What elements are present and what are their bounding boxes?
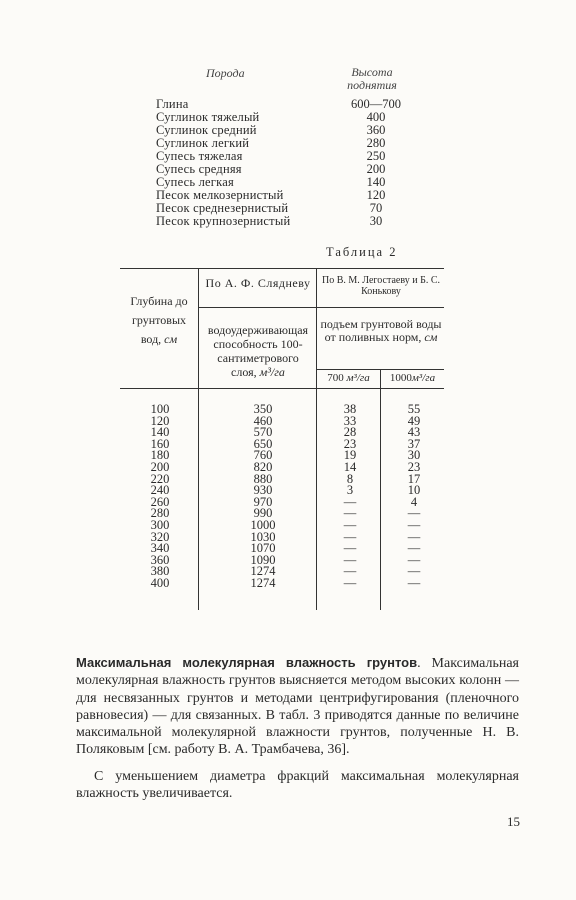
col-legostaev-unit: см bbox=[424, 330, 438, 344]
page-number: 15 bbox=[507, 814, 520, 829]
table2-depth-cell: 380 bbox=[150, 564, 170, 579]
table2-vline-1 bbox=[198, 268, 199, 610]
table2-700-cell: 33 bbox=[343, 413, 357, 428]
table2-depth-cell: 160 bbox=[150, 436, 170, 451]
table2-depth-cell: 220 bbox=[150, 471, 170, 486]
table2-1000-cell: 17 bbox=[407, 471, 421, 486]
table2-depth-cell: 100 bbox=[150, 402, 170, 416]
table1-rock: Глина bbox=[156, 97, 189, 111]
table1-rock: Супесь легкая bbox=[156, 175, 234, 189]
col-1000-unit: м³/га bbox=[411, 372, 436, 384]
table2-700-cell: 38 bbox=[343, 402, 357, 416]
col-depth-unit: см bbox=[164, 332, 178, 346]
table2-depth-cell: 360 bbox=[150, 552, 170, 567]
table2-700-cell: — bbox=[343, 494, 357, 509]
col-700-value: 700 bbox=[327, 372, 344, 384]
table2-col-slyadnev: По А. Ф. Слядневу bbox=[205, 276, 311, 290]
table2-700-cell: 19 bbox=[343, 448, 357, 463]
table2-slyadnev-cell: 650 bbox=[253, 436, 273, 451]
table2-slyadnev-cell: 970 bbox=[253, 494, 273, 509]
table2-slyadnev-cell: 760 bbox=[253, 448, 273, 463]
table2-top-rule bbox=[120, 268, 444, 269]
col-slyadnev-unit: м³/га bbox=[259, 365, 285, 379]
table2-slyadnev-cell: 1000 bbox=[250, 517, 276, 532]
table1-height: 280 bbox=[366, 136, 386, 150]
table1-rock: Суглинок легкий bbox=[156, 136, 250, 150]
table2-title: Таблица 2 bbox=[326, 245, 398, 259]
table2-1000-column bbox=[396, 404, 432, 590]
col-1000-value: 1000 bbox=[389, 372, 412, 384]
table1-height: 250 bbox=[366, 149, 386, 163]
table2-col-slyadnev-sub bbox=[204, 323, 312, 379]
table2-slyadnev-cell: 820 bbox=[253, 459, 273, 474]
table2-slyadnev-cell: 1030 bbox=[250, 529, 276, 544]
col-depth-label: Глубина до грунтовых вод, bbox=[130, 294, 188, 346]
table2 bbox=[120, 268, 444, 610]
table2-1000-cell: 43 bbox=[407, 425, 421, 440]
table2-slyadnev-cell: 1070 bbox=[250, 541, 276, 556]
table1-rock: Суглинок тяжелый bbox=[156, 110, 260, 124]
table1-height: 600—700 bbox=[351, 97, 401, 111]
table2-1000-cell: — bbox=[407, 529, 421, 544]
table1-height: 70 bbox=[369, 201, 383, 215]
paragraph-2: С уменьшением диаметра фракций максимальная молекулярная влажность увеличивается. bbox=[76, 769, 519, 802]
table2-700-cell: — bbox=[343, 517, 357, 532]
table2-slyadnev-cell: 1090 bbox=[250, 552, 276, 567]
table2-1000-cell: — bbox=[407, 564, 421, 579]
table1-rock: Песок среднезернистый bbox=[156, 201, 289, 215]
table2-1000-cell: 37 bbox=[407, 436, 421, 451]
table2-depth-cell: 300 bbox=[150, 517, 170, 532]
table2-slyadnev-cell: 1274 bbox=[250, 575, 276, 590]
table2-depth-cell: 320 bbox=[150, 529, 170, 544]
table2-depth-column bbox=[140, 404, 180, 590]
table2-700-cell: — bbox=[343, 552, 357, 567]
table1-row bbox=[156, 215, 416, 228]
table1-height: 200 bbox=[366, 162, 386, 176]
table1-height: 30 bbox=[369, 214, 383, 228]
table1-height: 120 bbox=[366, 188, 386, 202]
paragraph-1-text: . Максимальная молекулярная влажность грунтов выясняется методом высоких колонн — для несвязанных грунтов и методами центрифугирования (пленочного равновесия) — для связанных. В табл. 3 приводятся данные по величине максимальной молекулярной влажности грунтов, полученные Н. В. Поляковым [см. работу В. А. Трамбачева, 36]. bbox=[76, 656, 519, 758]
col-legostaev-sub-label: подъем грунтовой воды от поливных норм, bbox=[320, 317, 442, 344]
table2-700-cell: 8 bbox=[346, 471, 354, 486]
table1-rock: Суглинок средний bbox=[156, 123, 257, 137]
table2-700-cell: — bbox=[343, 529, 357, 544]
table2-header-rule bbox=[120, 388, 444, 389]
table2-700-cell: 3 bbox=[346, 483, 354, 498]
table2-slyadnev-cell: 880 bbox=[253, 471, 273, 486]
table1-header-height: Высота поднятия bbox=[347, 65, 397, 92]
table1-rock: Песок мелкозернистый bbox=[156, 188, 284, 202]
table2-700-column bbox=[332, 404, 368, 590]
table2-1000-cell: — bbox=[407, 517, 421, 532]
table2-slyadnev-cell: 570 bbox=[253, 425, 273, 440]
table1-height: 360 bbox=[366, 123, 386, 137]
table2-slyadnev-cell: 1274 bbox=[250, 564, 276, 579]
table2-700-cell: — bbox=[343, 564, 357, 579]
table2-col-1000 bbox=[381, 372, 444, 385]
table2-slyadnev-cell: 460 bbox=[253, 413, 273, 428]
table2-depth-cell: 200 bbox=[150, 459, 170, 474]
table2-depth-cell: 240 bbox=[150, 483, 170, 498]
table2-1000-cell: 55 bbox=[407, 402, 421, 416]
table2-slyadnev-cell: 930 bbox=[253, 483, 273, 498]
paragraph-heading: Максимальная молекулярная влажность грунтов bbox=[76, 655, 418, 670]
table2-hline-norms bbox=[317, 369, 444, 370]
table2-700-cell: — bbox=[343, 575, 357, 590]
col-slyadnev-sub-label: водоудерживающая способность 100-сантиметрового слоя, bbox=[207, 323, 309, 379]
table2-700-cell: 28 bbox=[343, 425, 357, 440]
table2-depth-cell: 400 bbox=[150, 575, 170, 590]
table2-1000-cell: 10 bbox=[407, 483, 421, 498]
table2-700-cell: 14 bbox=[343, 459, 357, 474]
table2-1000-cell: — bbox=[407, 506, 421, 521]
table2-col-depth bbox=[122, 292, 196, 349]
table2-depth-cell: 340 bbox=[150, 541, 170, 556]
table2-700-cell: — bbox=[343, 541, 357, 556]
table2-1000-cell: 4 bbox=[410, 494, 418, 509]
table2-depth-cell: 180 bbox=[150, 448, 170, 463]
table1-height: 140 bbox=[366, 175, 386, 189]
table1-rock: Песок крупнозернистый bbox=[156, 214, 291, 228]
table2-depth-cell: 120 bbox=[150, 413, 170, 428]
table1-rock: Супесь тяжелая bbox=[156, 149, 243, 163]
table2-depth-cell: 260 bbox=[150, 494, 170, 509]
paragraph-1 bbox=[76, 654, 519, 759]
table1-rock: Супесь средняя bbox=[156, 162, 242, 176]
table2-700-cell: — bbox=[343, 506, 357, 521]
table2-vline-2 bbox=[316, 268, 317, 610]
table2-col-legostaev-sub bbox=[319, 318, 443, 344]
table2-slyadnev-column bbox=[238, 404, 288, 590]
table2-hline-sub bbox=[199, 307, 444, 308]
table1-header-rock: Порода bbox=[206, 66, 245, 80]
table2-slyadnev-cell: 350 bbox=[253, 402, 273, 416]
table2-col-700 bbox=[317, 372, 380, 385]
col-700-unit: м³/га bbox=[346, 372, 370, 384]
table1-body bbox=[156, 98, 416, 228]
table2-1000-cell: — bbox=[407, 541, 421, 556]
table2-col-legostaev: По В. М. Легостаеву и Б. С. Конькову bbox=[322, 275, 440, 297]
table2-depth-cell: 140 bbox=[150, 425, 170, 440]
table2-1000-cell: — bbox=[407, 552, 421, 567]
table2-1000-cell: 49 bbox=[407, 413, 421, 428]
table1-height: 400 bbox=[366, 110, 386, 124]
table2-1000-cell: 23 bbox=[407, 459, 421, 474]
table2-vline-3 bbox=[380, 369, 381, 610]
table2-1000-cell: 30 bbox=[407, 448, 421, 463]
table2-slyadnev-cell: 990 bbox=[253, 506, 273, 521]
table2-1000-cell: — bbox=[407, 575, 421, 590]
table2-700-cell: 23 bbox=[343, 436, 357, 451]
table2-depth-cell: 280 bbox=[150, 506, 170, 521]
